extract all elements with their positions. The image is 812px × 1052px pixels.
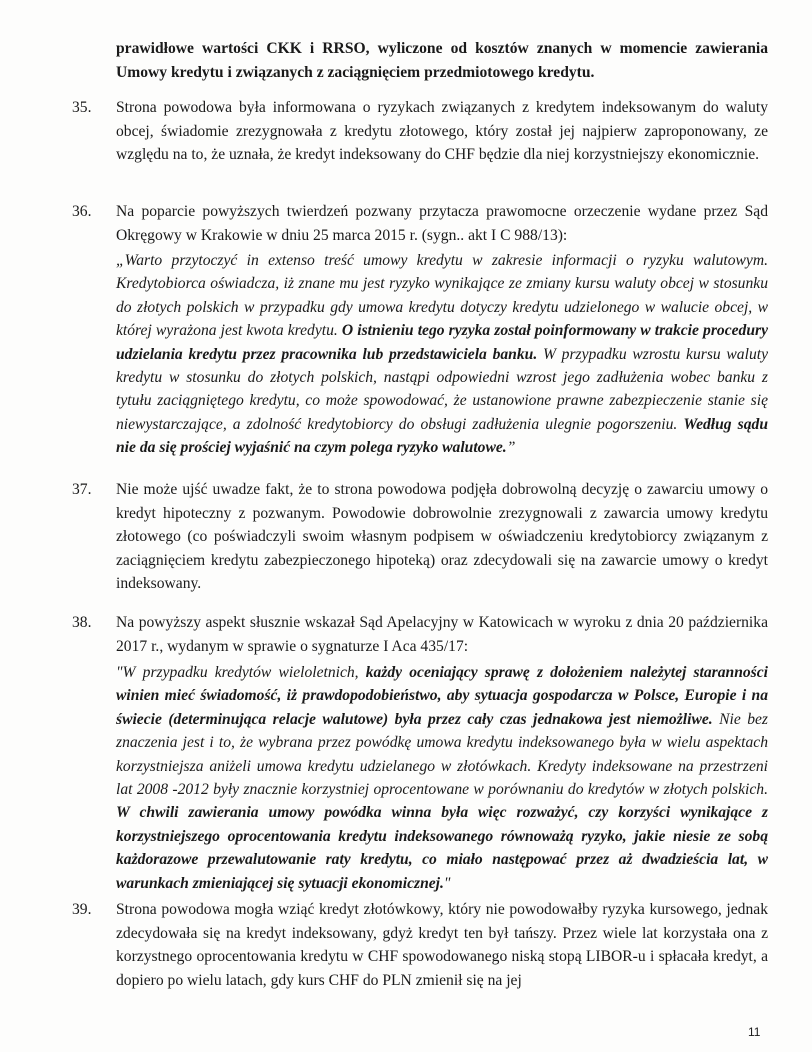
paragraph-text: Strona powodowa mogła wziąć kredyt złotówkowy, który nie powodowałby ryzyka kursowego, jednak zdecydowała się na kredyt indeksowany, gdyż kredyt ten był tańszy. Przez wiele lat korzystała ona z korzystnego oprocentowania kredytu w CHF spowodowanego niską stopą LIBOR-u i spłacała kredyt, a dopiero po wielu latach, gdy kurs CHF do PLN zmienił się na jej (116, 901, 768, 989)
intro-paragraph: prawidłowe wartości CKK i RRSO, wyliczone od kosztów znanych w momencie zawierania Umowy kredytu i związanych z zaciągnięciem przedmiotowego kredytu. (116, 40, 768, 81)
quote-text: " (443, 874, 451, 892)
quote-emphasis: O istnieniu tego ryzyka został poinformowany w trakcie procedury udzielania kredytu przez pracownika lub przedstawiciela banku. (116, 322, 768, 363)
quote-text: ” (506, 439, 516, 457)
paragraph-36 (72, 200, 768, 247)
quote-emphasis: Według sądu nie da się prościej wyjaśnić na czym polega ryzyko walutowe. (116, 415, 769, 457)
paragraph-number: 39. (72, 901, 92, 918)
paragraph-37 (72, 478, 768, 596)
quote-sad-okregowy (116, 249, 768, 460)
paragraph-text: Na powyższy aspekt słusznie wskazał Sąd Apelacyjny w Katowicach w wyroku z dnia 20 października 2017 r., wydanym w sprawie o sygnaturze I Aca 435/17: (116, 614, 768, 655)
paragraph-38 (72, 611, 768, 658)
paragraph-text: Nie może ujść uwadze fakt, że to strona powodowa podjęła dobrowolną decyzję o zawarciu umowy o kredyt hipoteczny z pozwanym. Powodowie dobrowolnie zrezygnowali z zawarcia umowy kredytu złotowego (co poświadczyli swoim własnym podpisem w oświadczeniu kredytobiorcy związanym z zaciągnięciem kredytu zabezpieczonego hipoteką) oraz zdecydowali się na zawarcie umowy o kredyt indeksowany. (116, 481, 768, 593)
page-number: 11 (748, 1025, 761, 1039)
quote-text: „Warto przytoczyć in extenso treść umowy kredytu w zakresie informacji o ryzyku walutowym. Kredytobiorca oświadcza, iż znane mu jest ryzyko wynikające ze zmiany kursu waluty obcej w stosunku do złotych polskich w przypadku gdy umowa kredytu dotyczy kredytu udzielonego w walucie obcej, w której wyrażona jest kwota kredytu. (116, 252, 768, 340)
paragraph-35 (72, 96, 768, 167)
paragraph-number: 35. (72, 99, 92, 116)
quote-text: Nie bez znaczenia jest i to, że wybrana przez powódkę umowa kredytu indeksowanego była w wielu aspektach korzystniejsza aniżeli umowa kredytu udzielanego w złotówkach. Kredyty indeksowane na przestrzeni lat 2008 -2012 były znacznie korzystniej oprocentowane w porównaniu do kredytów w złotych polskich. (116, 710, 768, 799)
quote-emphasis: każdy oceniający sprawę z dołożeniem należytej staranności winien mieć świadomość, iż prawdopodobieństwo, aby sytuacja gospodarcza w Polsce, Europie i na świecie (determinująca relacje walutowe) była przez cały czas jednakowa jest niemożliwe. (116, 664, 768, 728)
paragraph-text: Na poparcie powyższych twierdzeń pozwany przytacza prawomocne orzeczenie wydane przez Sąd Okręgowy w Krakowie w dniu 25 marca 2015 r. (sygn.. akt I C 988/13): (116, 203, 768, 244)
quote-text: W przypadku wzrostu kursu waluty kredytu w stosunku do złotych polskich, nastąpi odpowiedni wzrost jego zadłużenia wobec banku z tytułu zaciągniętego kredytu, co może spowodować, że ustanowione prawne zabezpieczenie stanie się niewystarczające, a zdolność kredytobiorcy do obsługi zadłużenia ulegnie pogorszeniu. (116, 345, 768, 433)
paragraph-number: 36. (72, 203, 92, 220)
paragraph-text: Strona powodowa była informowana o ryzykach związanych z kredytem indeksowanym do waluty obcej, świadomie zrezygnowała z kredytu złotowego, który został jej najpierw zaproponowany, ze względu na to, że uznała, że kredyt indeksowany do CHF będzie dla niej korzystniejszy ekonomicznie. (116, 99, 768, 164)
paragraph-number: 38. (72, 614, 92, 631)
paragraph-39 (72, 898, 768, 992)
quote-emphasis: W chwili zawierania umowy powódka winna była więc rozważyć, czy korzyści wynikające z korzystniejszego oprocentowania kredytu indeksowanego równoważą ryzyko, jakie niesie ze sobą każdorazowe przewalutowanie raty kredytu, co miało następować przez aż dwadzieścia lat, w warunkach zmieniającej się sytuacji ekonomicznej. (116, 804, 768, 892)
paragraph-number: 37. (72, 481, 92, 498)
quote-text: "W przypadku kredytów wieloletnich, (116, 664, 366, 681)
quote-sad-apelacyjny (116, 661, 768, 895)
